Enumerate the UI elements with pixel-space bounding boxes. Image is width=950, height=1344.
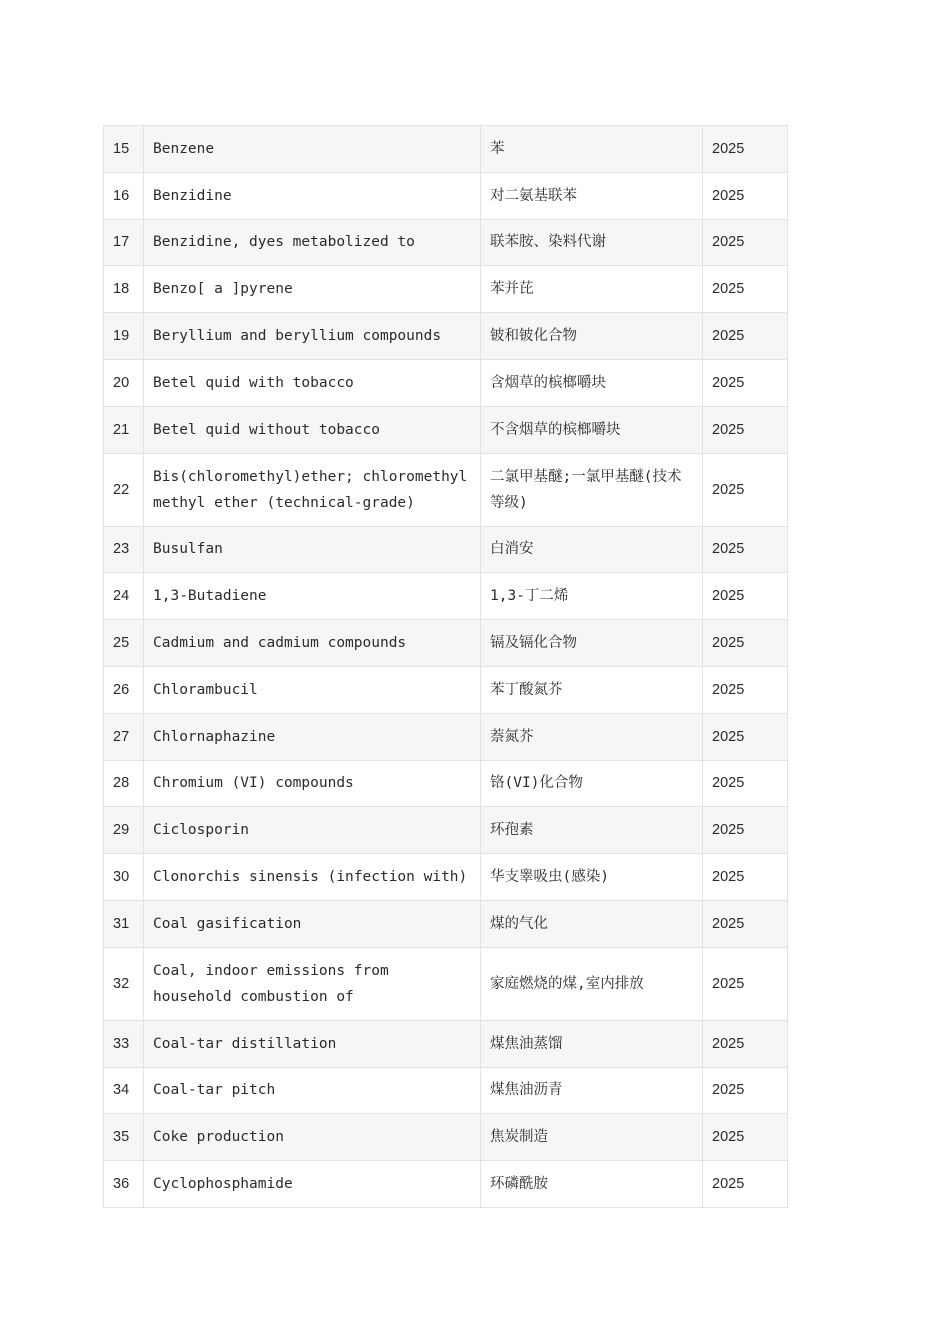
agent-name-english: Benzidine, dyes metabolized to [144,219,481,266]
row-year: 2025 [703,620,788,667]
row-number: 36 [104,1161,144,1208]
agent-name-chinese: 铍和铍化合物 [481,313,703,360]
agent-name-chinese: 不含烟草的槟榔嚼块 [481,406,703,453]
agent-name-english: Benzene [144,126,481,173]
table-row [104,1161,788,1208]
agent-name-english: Bis(chloromethyl)ether; chloromethyl methyl ether (technical-grade) [144,453,481,526]
agent-name-english: Coke production [144,1114,481,1161]
table-row [104,526,788,573]
row-year: 2025 [703,760,788,807]
table-row [104,453,788,526]
table-row [104,900,788,947]
row-number: 28 [104,760,144,807]
agent-name-chinese: 苯 [481,126,703,173]
agent-name-chinese: 煤焦油蒸馏 [481,1020,703,1067]
agent-name-english: 1,3-Butadiene [144,573,481,620]
row-number: 35 [104,1114,144,1161]
agent-name-english: Chlornaphazine [144,713,481,760]
row-year: 2025 [703,807,788,854]
row-year: 2025 [703,313,788,360]
row-number: 15 [104,126,144,173]
agent-name-english: Coal, indoor emissions from household combustion of [144,947,481,1020]
agent-name-chinese: 白消安 [481,526,703,573]
table-row [104,126,788,173]
table-row [104,1114,788,1161]
agent-name-english: Chromium (VI) compounds [144,760,481,807]
row-number: 20 [104,359,144,406]
row-year: 2025 [703,573,788,620]
row-number: 16 [104,172,144,219]
table-row [104,573,788,620]
row-number: 32 [104,947,144,1020]
agent-name-chinese: 煤焦油沥青 [481,1067,703,1114]
row-year: 2025 [703,854,788,901]
agent-name-chinese: 苯丁酸氮芥 [481,666,703,713]
agent-name-chinese: 环孢素 [481,807,703,854]
agent-name-english: Chlorambucil [144,666,481,713]
table-row [104,219,788,266]
row-year: 2025 [703,1161,788,1208]
table-row [104,807,788,854]
row-year: 2025 [703,219,788,266]
agent-name-chinese: 镉及镉化合物 [481,620,703,667]
agent-name-chinese: 家庭燃烧的煤,室内排放 [481,947,703,1020]
table-row [104,359,788,406]
row-number: 23 [104,526,144,573]
agent-name-english: Beryllium and beryllium compounds [144,313,481,360]
agent-name-chinese: 焦炭制造 [481,1114,703,1161]
row-year: 2025 [703,172,788,219]
row-number: 31 [104,900,144,947]
row-year: 2025 [703,1114,788,1161]
table-body [104,126,788,1208]
agent-name-chinese: 二氯甲基醚;一氯甲基醚(技术等级) [481,453,703,526]
agent-name-chinese: 含烟草的槟榔嚼块 [481,359,703,406]
table-row [104,1020,788,1067]
table-row [104,266,788,313]
agent-name-chinese: 环磷酰胺 [481,1161,703,1208]
table-row [104,713,788,760]
row-number: 17 [104,219,144,266]
table-row [104,406,788,453]
agent-name-english: Betel quid without tobacco [144,406,481,453]
agent-name-english: Busulfan [144,526,481,573]
row-number: 30 [104,854,144,901]
row-year: 2025 [703,1067,788,1114]
agent-name-english: Coal-tar distillation [144,1020,481,1067]
agent-name-english: Ciclosporin [144,807,481,854]
row-year: 2025 [703,900,788,947]
row-number: 33 [104,1020,144,1067]
row-number: 19 [104,313,144,360]
row-year: 2025 [703,947,788,1020]
agent-name-chinese: 萘氮芥 [481,713,703,760]
row-number: 21 [104,406,144,453]
agent-name-english: Cyclophosphamide [144,1161,481,1208]
table-row [104,172,788,219]
row-year: 2025 [703,453,788,526]
row-number: 25 [104,620,144,667]
agent-name-chinese: 1,3-丁二烯 [481,573,703,620]
row-number: 18 [104,266,144,313]
row-number: 26 [104,666,144,713]
table-row [104,313,788,360]
carcinogen-table [103,125,788,1208]
agent-name-english: Coal gasification [144,900,481,947]
agent-name-english: Benzidine [144,172,481,219]
row-number: 24 [104,573,144,620]
agent-name-english: Coal-tar pitch [144,1067,481,1114]
table-row [104,620,788,667]
table-row [104,760,788,807]
row-number: 27 [104,713,144,760]
agent-name-english: Clonorchis sinensis (infection with) [144,854,481,901]
agent-name-chinese: 对二氨基联苯 [481,172,703,219]
agent-name-english: Betel quid with tobacco [144,359,481,406]
row-number: 22 [104,453,144,526]
row-year: 2025 [703,126,788,173]
row-year: 2025 [703,1020,788,1067]
row-number: 34 [104,1067,144,1114]
table-row [104,666,788,713]
agent-name-chinese: 联苯胺、染料代谢 [481,219,703,266]
row-year: 2025 [703,713,788,760]
row-year: 2025 [703,359,788,406]
row-year: 2025 [703,526,788,573]
agent-name-english: Cadmium and cadmium compounds [144,620,481,667]
table-row [104,947,788,1020]
agent-name-chinese: 煤的气化 [481,900,703,947]
agent-name-english: Benzo[ a ]pyrene [144,266,481,313]
row-year: 2025 [703,406,788,453]
agent-name-chinese: 华支睾吸虫(感染) [481,854,703,901]
row-year: 2025 [703,666,788,713]
row-year: 2025 [703,266,788,313]
agent-name-chinese: 苯并芘 [481,266,703,313]
agent-name-chinese: 铬(VI)化合物 [481,760,703,807]
row-number: 29 [104,807,144,854]
table-row [104,854,788,901]
table-row [104,1067,788,1114]
